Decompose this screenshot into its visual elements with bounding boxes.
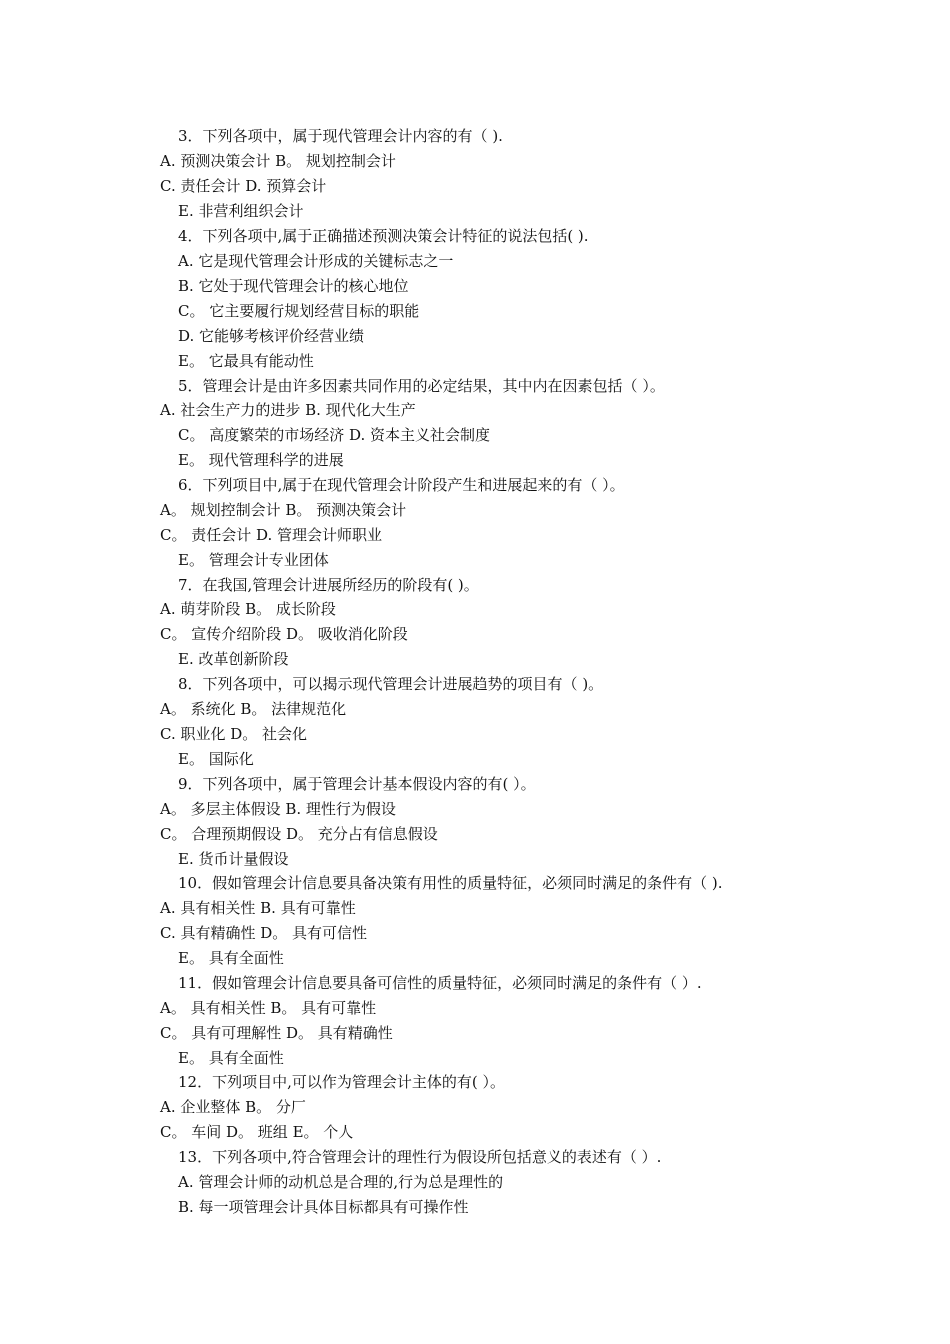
question-13-option-a: A. 管理会计师的动机总是合理的,行为总是理性的 [178,1173,504,1191]
question-10-options-cd: C. 具有精确性 D。 具有可信性 [160,924,368,942]
question-11-options-ab: A。 具有相关性 B。 具有可靠性 [160,999,377,1017]
question-4-option-e: E。 它最具有能动性 [178,352,314,370]
question-7-options-ab: A. 萌芽阶段 B。 成长阶段 [160,600,336,618]
question-4-option-a: A. 它是现代管理会计形成的关键标志之一 [178,252,454,270]
question-5: 5．管理会计是由许多因素共同作用的必定结果，其中内在因素包括（ ）。 [178,377,665,395]
question-3-options-ab: A. 预测决策会计 B。 规划控制会计 [160,152,396,170]
question-7-options-cd: C。 宣传介绍阶段 D。 吸收消化阶段 [160,625,408,643]
question-8-options-ab: A。 系统化 B。 法律规范化 [160,700,347,718]
question-4: 4．下列各项中,属于正确描述预测决策会计特征的说法包括( ). [178,227,589,245]
question-10: 10．假如管理会计信息要具备决策有用性的质量特征，必须同时满足的条件有（ ). [178,874,723,892]
question-4-option-c: C。 它主要履行规划经营目标的职能 [178,302,420,320]
question-6-option-e: E。 管理会计专业团体 [178,551,329,569]
question-9: 9．下列各项中，属于管理会计基本假设内容的有( ）。 [178,775,536,793]
question-3: 3．下列各项中，属于现代管理会计内容的有（ ). [178,127,503,145]
question-4-option-b: B. 它处于现代管理会计的核心地位 [178,277,409,295]
question-7: 7．在我国,管理会计进展所经历的阶段有( )。 [178,576,479,594]
question-9-option-e: E. 货币计量假设 [178,850,289,868]
question-6-options-cd: C。 责任会计 D. 管理会计师职业 [160,526,383,544]
question-12: 12．下列项目中,可以作为管理会计主体的有( ）。 [178,1073,505,1091]
question-10-options-ab: A. 具有相关性 B. 具有可靠性 [160,899,356,917]
question-11: 11．假如管理会计信息要具备可信性的质量特征，必须同时满足的条件有（ ）. [178,974,702,992]
question-5-option-e: E。 现代管理科学的进展 [178,451,344,469]
question-4-option-d: D. 它能够考核评价经营业绩 [178,327,365,345]
question-7-option-e: E. 改革创新阶段 [178,650,289,668]
question-6: 6．下列项目中,属于在现代管理会计阶段产生和进展起来的有（ ）。 [178,476,625,494]
question-12-options-cde: C。 车间 D。 班组 E。 个人 [160,1123,354,1141]
question-9-options-cd: C。 合理预期假设 D。 充分占有信息假设 [160,825,438,843]
question-10-option-e: E。 具有全面性 [178,949,284,967]
question-13-option-b: B. 每一项管理会计具体目标都具有可操作性 [178,1198,469,1216]
question-11-options-cd: C。 具有可理解性 D。 具有精确性 [160,1024,393,1042]
question-5-options-ab: A. 社会生产力的进步 B. 现代化大生产 [160,401,416,419]
question-12-options-ab: A. 企业整体 B。 分厂 [160,1098,306,1116]
question-5-options-cd: C。 高度繁荣的市场经济 D. 资本主义社会制度 [178,426,491,444]
question-11-option-e: E。 具有全面性 [178,1049,284,1067]
question-3-option-e: E. 非营利组织会计 [178,202,304,220]
question-13: 13．下列各项中,符合管理会计的理性行为假设所包括意义的表述有（ ）. [178,1148,662,1166]
question-9-options-ab: A。 多层主体假设 B. 理性行为假设 [160,800,396,818]
question-8-options-cd: C. 职业化 D。 社会化 [160,725,308,743]
question-8: 8．下列各项中，可以揭示现代管理会计进展趋势的项目有（ )。 [178,675,604,693]
question-3-options-cd: C. 责任会计 D. 预算会计 [160,177,327,195]
question-8-option-e: E。 国际化 [178,750,254,768]
question-6-options-ab: A。 规划控制会计 B。 预测决策会计 [160,501,407,519]
